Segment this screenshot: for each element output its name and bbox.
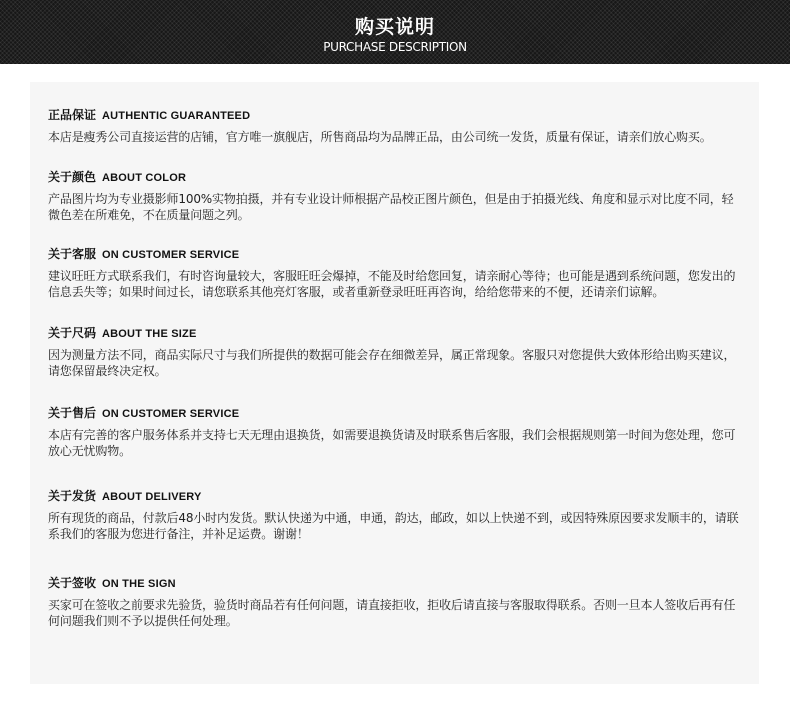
page-title: 购买说明	[354, 16, 435, 38]
section-text: 建议旺旺方式联系我们，有时咨询量较大，客服旺旺会爆掉，不能及时给您回复，请亲耐心等待；也可能是遇到系统问题，您发出的信息丢失等；如果时间过长，请您联系其他亮灯客服，或者重新登录旺旺再咨询，给给您带来的不便，还请亲们谅解。	[48, 269, 736, 299]
section-heading	[48, 486, 744, 504]
section-title-cn: 正品保证	[48, 108, 97, 122]
page-subtitle: PURCHASE DESCRIPTION	[323, 40, 467, 54]
section-title-en: AUTHENTIC GUARANTEED	[102, 110, 251, 122]
header-banner	[0, 0, 790, 64]
section-about-size	[48, 323, 744, 379]
section-heading	[48, 167, 744, 185]
description-panel	[30, 82, 759, 684]
section-title-en: ABOUT COLOR	[102, 172, 187, 184]
section-title-en: ON THE SIGN	[102, 578, 176, 590]
section-title-cn: 关于发货	[48, 489, 97, 503]
section-text: 因为测量方法不同，商品实际尺寸与我们所提供的数据可能会存在细微差异，属正常现象。客服只对您提供大致体形给出购买建议，请您保留最终决定权。	[48, 348, 736, 378]
section-after-sales	[48, 403, 744, 459]
section-title-en: ABOUT DELIVERY	[102, 491, 202, 503]
section-title-en: ON CUSTOMER SERVICE	[102, 249, 240, 261]
section-heading	[48, 323, 744, 341]
section-text: 所有现货的商品，付款后48小时内发货。默认快递为中通，申通，韵达，邮政，如以上快递不到，或因特殊原因要求发顺丰的，请联系我们的客服为您进行备注，并补足运费。谢谢！	[48, 511, 739, 541]
section-authentic-guaranteed	[48, 105, 744, 145]
section-title-en: ON CUSTOMER SERVICE	[102, 408, 240, 420]
section-text: 本店有完善的客户服务体系并支持七天无理由退换货，如需要退换货请及时联系售后客服，我们会根据规则第一时间为您处理，您可放心无忧购物。	[48, 428, 736, 458]
section-the-sign	[48, 573, 744, 629]
section-text: 本店是瘦秀公司直接运营的店铺，官方唯一旗舰店，所售商品均为品牌正品，由公司统一发货，质量有保证，请亲们放心购买。	[48, 130, 712, 144]
section-customer-service	[48, 244, 744, 300]
section-text: 买家可在签收之前要求先验货，验货时商品若有任何问题，请直接拒收，拒收后请直接与客服取得联系。否则一旦本人签收后再有任何问题我们则不予以提供任何处理。	[48, 598, 736, 628]
section-text: 产品图片均为专业摄影师100%实物拍摄，并有专业设计师根据产品校正图片颜色，但是由于拍摄光线、角度和显示对比度不同，轻微色差在所难免，不在质量问题之列。	[48, 192, 734, 222]
section-title-cn: 关于签收	[48, 576, 97, 590]
section-heading	[48, 105, 744, 123]
section-title-cn: 关于客服	[48, 247, 97, 261]
section-heading	[48, 244, 744, 262]
section-heading	[48, 403, 744, 421]
section-title-cn: 关于尺码	[48, 326, 97, 340]
section-about-delivery	[48, 486, 744, 542]
section-title-cn: 关于颜色	[48, 170, 97, 184]
section-title-cn: 关于售后	[48, 406, 97, 420]
section-heading	[48, 573, 744, 591]
section-about-color	[48, 167, 744, 223]
section-title-en: ABOUT THE SIZE	[102, 328, 197, 340]
